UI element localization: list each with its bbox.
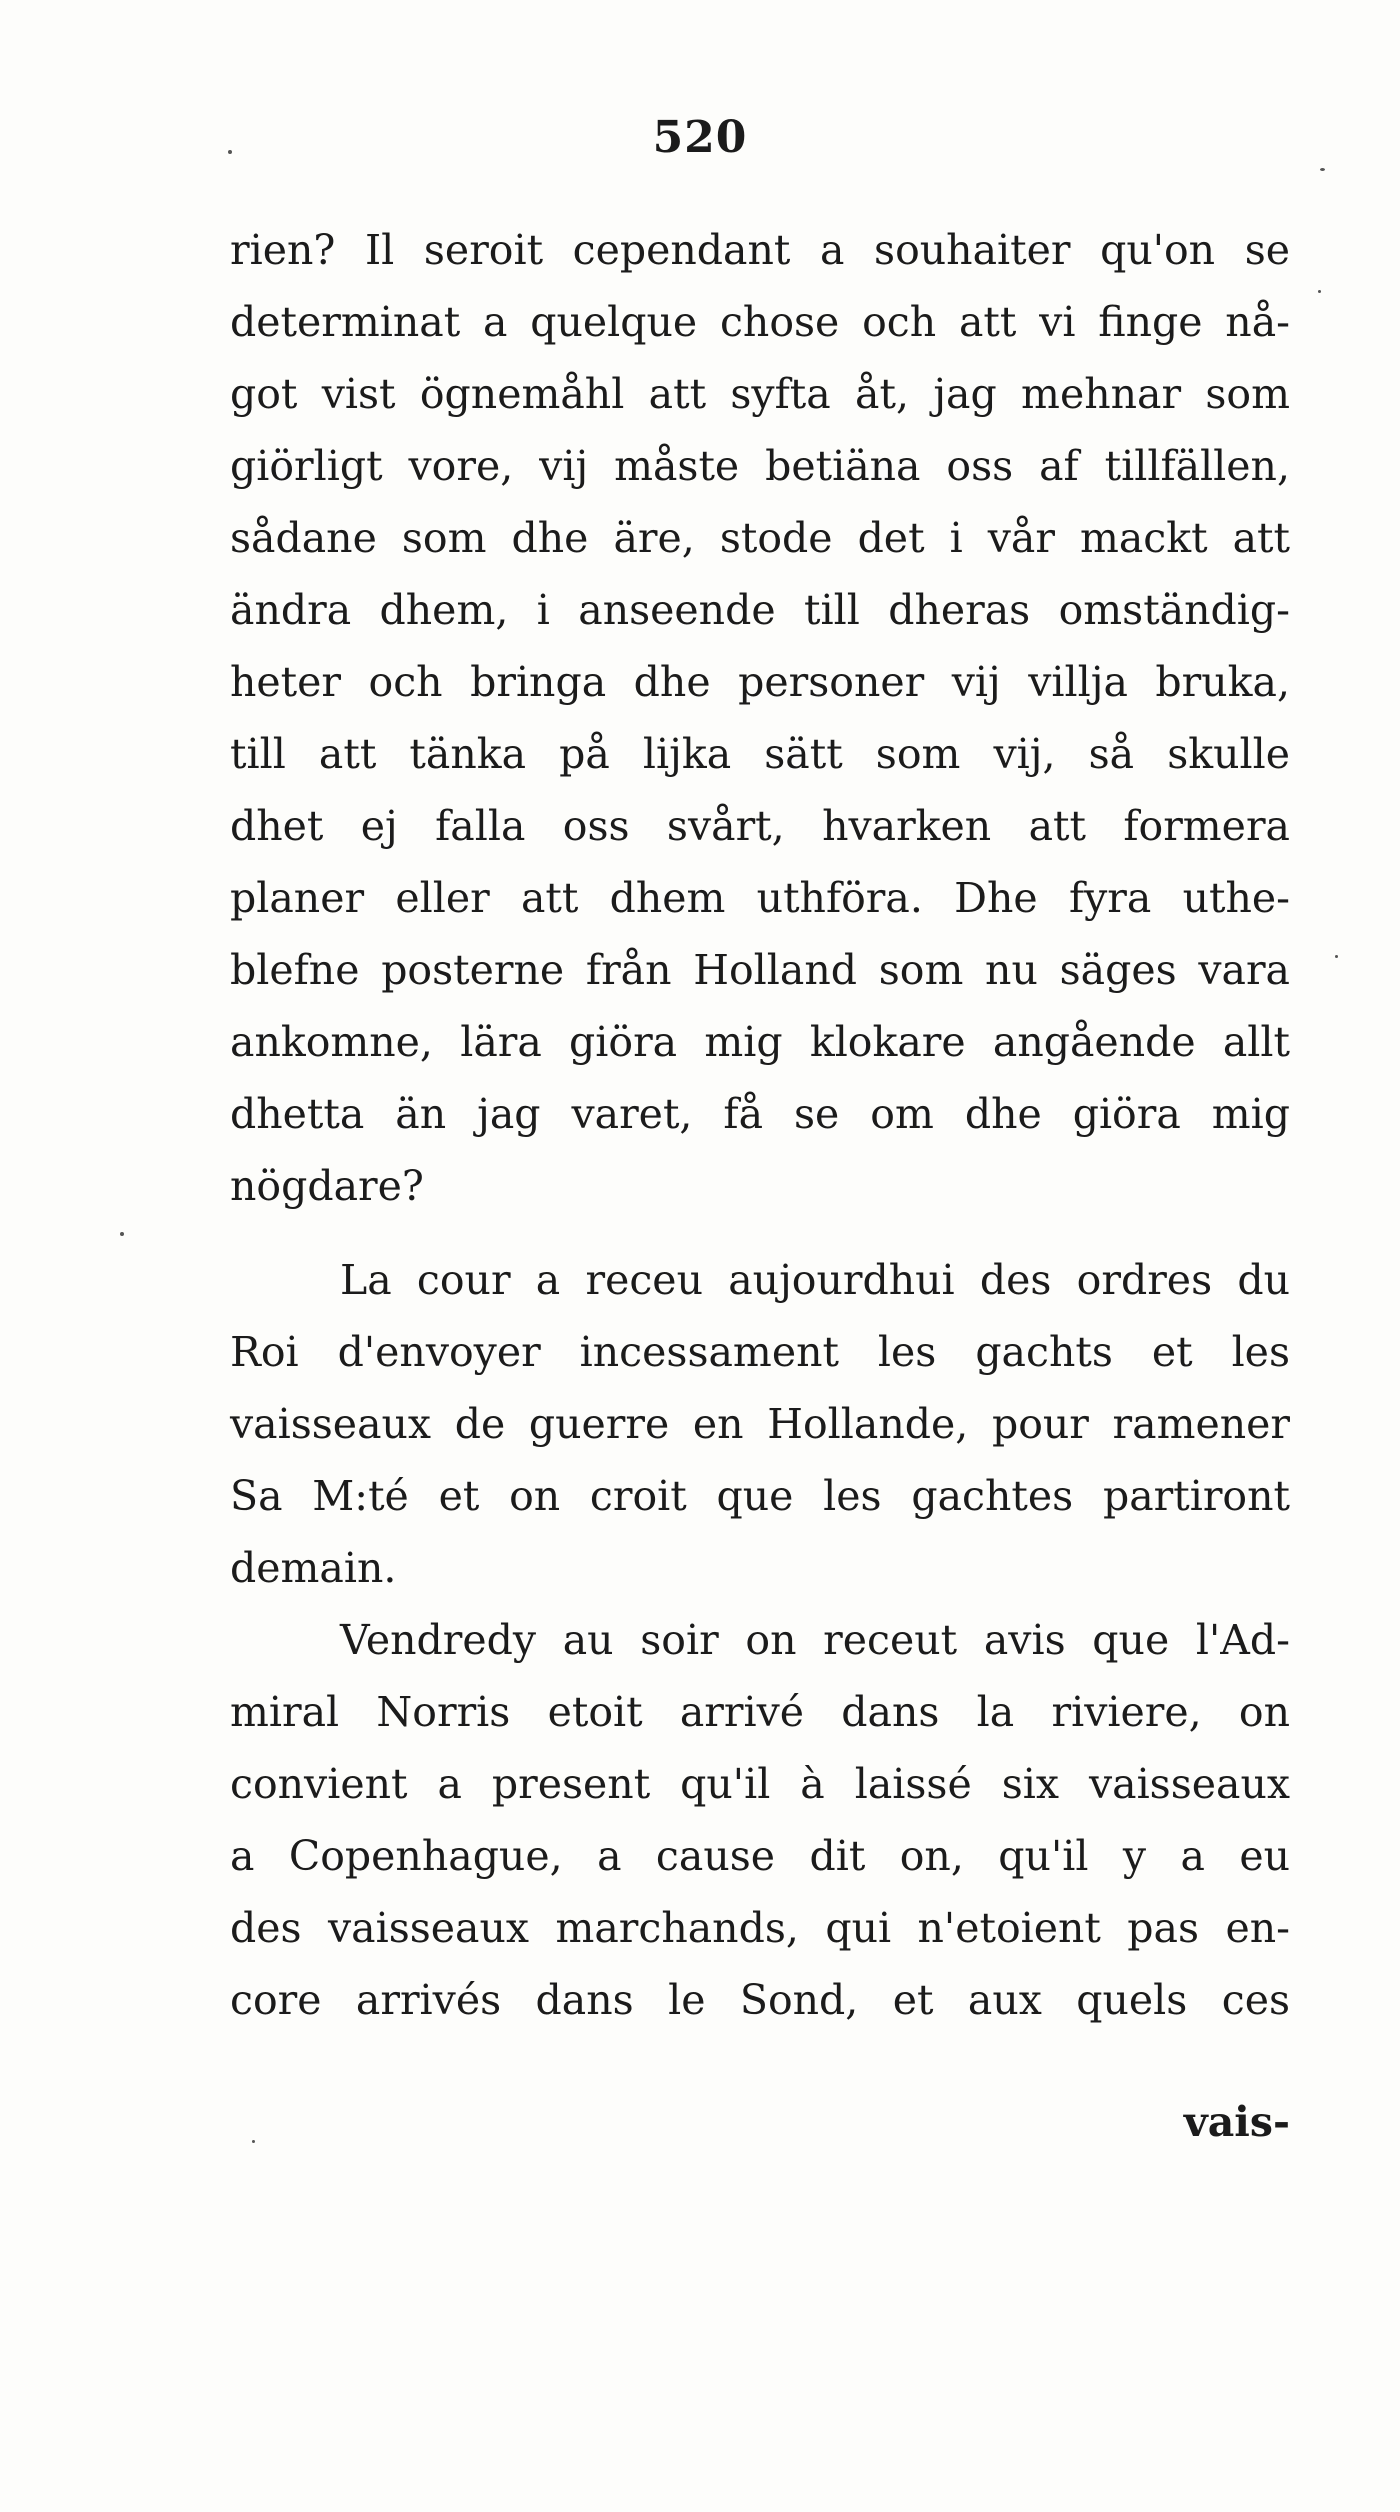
text-line: ankomne, lära giöra mig klokare angående allt [230,1018,1290,1066]
text-line: a Copenhague, a cause dit on, qu'il y a eu [230,1832,1290,1880]
text-line: dhetta än jag varet, få se om dhe giöra mig [230,1090,1290,1138]
text-line: core arrivés dans le Sond, et aux quels ces [230,1976,1290,2024]
text-line: Sa M:té et on croit que les gachtes partiront [230,1472,1290,1520]
paragraph-swedish [230,214,1290,1222]
text-line: planer eller att dhem uthföra. Dhe fyra uthe- [230,874,1290,922]
print-speck [1318,290,1321,293]
print-speck [252,2140,255,2143]
text-line: miral Norris etoit arrivé dans la riviere, on [230,1688,1290,1736]
text-line: ändra dhem, i anseende till dheras omständig- [230,586,1290,634]
text-line: giörligt vore, vij måste betiäna oss af tillfällen, [230,442,1290,490]
text-line: Roi d'envoyer incessament les gachts et les [230,1328,1290,1376]
text-line: nögdare? [230,1162,424,1210]
text-line: till att tänka på lijka sätt som vij, så skulle [230,730,1290,778]
text-line: sådane som dhe äre, stode det i vår mackt att [230,514,1290,562]
text-line: blefne posterne från Holland som nu säges vara [230,946,1290,994]
text-line: convient a present qu'il à laissé six vaisseaux [230,1760,1290,1808]
print-speck [1335,955,1338,958]
text-line: got vist ögnemåhl att syfta åt, jag mehnar som [230,370,1290,418]
text-line: La cour a receu aujourdhui des ordres du [340,1256,1290,1304]
text-line: demain. [230,1544,397,1592]
text-line: heter och bringa dhe personer vij villja bruka, [230,658,1290,706]
print-speck [228,150,232,154]
text-line: dhet ej falla oss svårt, hvarken att formera [230,802,1290,850]
paragraph-french-court [230,1244,1290,1604]
text-line: Vendredy au soir on receut avis que l'Ad- [340,1616,1290,1664]
catchword: vais- [1183,2098,1290,2146]
print-speck [1320,168,1325,171]
print-speck [120,1232,124,1236]
text-line: des vaisseaux marchands, qui n'etoient pas en- [230,1904,1290,1952]
page-number: 520 [652,112,748,163]
text-line: vaisseaux de guerre en Hollande, pour ramener [230,1400,1290,1448]
text-line: rien? Il seroit cependant a souhaiter qu'on se [230,226,1290,274]
paragraph-french-admiral [230,1604,1290,2036]
text-line: determinat a quelque chose och att vi finge nå- [230,298,1290,346]
